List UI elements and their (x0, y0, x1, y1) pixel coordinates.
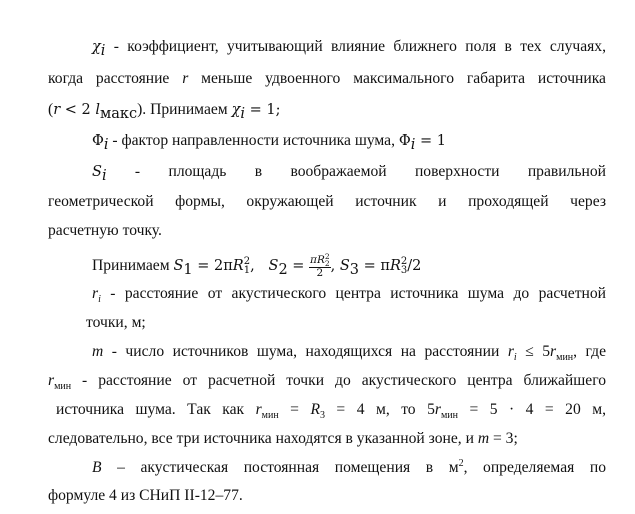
ri-subscript: i (98, 294, 101, 306)
chi-text-b: когда расстояние (48, 70, 183, 87)
paren-open: ( (48, 101, 54, 118)
rmin-subscript-4: мин (440, 410, 458, 422)
s1-subscript: 1 (183, 262, 193, 279)
r-symbol: r (182, 70, 189, 87)
ri-definition-line-1 (92, 284, 606, 304)
phi-equals: = 1 (415, 133, 447, 149)
rmin-subscript: мин (556, 352, 574, 364)
s3-tail: /2 (407, 258, 422, 274)
phi-text: - фактор направленности источника шума, (108, 132, 399, 149)
rmin-symbol-2: r (48, 372, 55, 389)
formula-label: Принимаем (92, 257, 174, 274)
b-definition-line-2 (48, 486, 243, 506)
fraction-numerator (309, 253, 331, 268)
r3-sup: 2 (400, 256, 408, 268)
phi-subscript: i (103, 137, 109, 154)
R3-subscript: 3 (319, 410, 325, 422)
phi-symbol: Φ (92, 133, 104, 149)
b-symbol: B (92, 459, 102, 476)
frac-sup: 2 (324, 252, 330, 262)
chi-subscript: i (100, 43, 106, 60)
l-subscript: макс (99, 106, 138, 123)
chi-symbol: χ (92, 39, 101, 55)
s-text-b: геометрической формы, окружающей источник и проходящей через (48, 193, 606, 210)
separator-2: , (330, 258, 340, 274)
b-text-c: формуле 4 из СНиП II-12–77. (48, 487, 243, 504)
separator-1: , (250, 258, 269, 274)
eq-c: = 5 · 4 = 20 м, (457, 401, 606, 418)
s-text-c: расчетную точку. (48, 222, 162, 239)
chi-symbol-2: χ (231, 102, 241, 118)
ri-subscript-2: i (513, 352, 517, 364)
eq-a: = (278, 401, 311, 418)
m-symbol: m (92, 343, 104, 360)
s-symbol: S (92, 164, 102, 180)
s-subscript: i (101, 168, 107, 185)
s1-symbol: S (173, 258, 184, 274)
m-symbol-2: m (477, 430, 490, 447)
m-text-d: источника шума. Так как (56, 401, 256, 418)
ri-text-b: точки, м; (86, 314, 146, 331)
s3-subscript: 3 (349, 262, 360, 279)
phi-symbol-2: Φ (398, 133, 411, 149)
r1-symbol: R (232, 258, 244, 274)
rmin-subscript-2: мин (54, 381, 72, 393)
ri-text-a: - расстояние от акустического центра источника шума до расчетной (100, 285, 606, 302)
chi-equals: = 1; (245, 102, 281, 118)
s3-symbol: S (339, 258, 350, 274)
rmin-subscript-3: мин (261, 410, 279, 422)
m-definition-line-1 (92, 342, 606, 362)
r1-sub: 1 (243, 265, 251, 277)
rmin-symbol-4: r (434, 401, 441, 418)
m-definition-line-3 (56, 400, 606, 420)
s2-fraction (309, 253, 331, 279)
R3-symbol: R (310, 401, 320, 418)
area-formulas-line (92, 253, 421, 279)
ri-symbol: r (92, 285, 99, 302)
ri-symbol-2: r (507, 343, 514, 360)
b-text-b: , определяемая по (463, 459, 606, 476)
m-definition-line-4 (48, 429, 518, 449)
r3-sub: 3 (400, 265, 408, 277)
s2-equals: = (287, 258, 310, 274)
chi-text-c: меньше удвоенного максимального габарита источника (188, 70, 606, 87)
rmin-symbol-3: r (255, 401, 262, 418)
leq-sign: ≤ 5 (516, 343, 551, 360)
frac-sub: 2 (324, 259, 330, 269)
phi-subscript-2: i (410, 137, 416, 154)
s2-symbol: S (268, 258, 279, 274)
s2-subscript: 2 (278, 262, 288, 279)
r3-symbol: R (389, 258, 401, 274)
s-definition-line-2 (48, 192, 606, 212)
frac-num-text: πR (310, 254, 325, 267)
m-text-e: следовательно, все три источника находятся в указанной зоне, и (48, 430, 478, 447)
eq-d: = 3; (489, 430, 518, 447)
chi-definition-line-3 (48, 100, 281, 123)
less-than: < 2 (60, 102, 96, 118)
phi-definition-line (92, 131, 447, 154)
eq-b: = 4 м, то 5 (324, 401, 435, 418)
chi-text-a: - коэффициент, учитывающий влияние ближнего поля в тех случаях, (105, 38, 606, 55)
b-text-a: – акустическая постоянная помещения в м (101, 459, 459, 476)
chi-definition-line-2 (48, 69, 606, 89)
rmin-symbol: r (550, 343, 557, 360)
m-text-a: - число источников шума, находящихся на расстоянии (103, 343, 508, 360)
s1-equals: = 2π (192, 258, 233, 274)
s-definition-line-3 (48, 221, 162, 241)
fraction-denominator: 2 (316, 267, 324, 280)
frac-indices (325, 253, 330, 267)
chi-subscript-2: i (240, 106, 245, 123)
s3-equals: = π (359, 258, 390, 274)
b-definition-line-1 (92, 458, 606, 478)
chi-text-d: ). Принимаем (137, 101, 232, 118)
s-definition-line-1 (92, 162, 606, 185)
m-text-c: - расстояние от расчетной точки до акустического центра ближайшего (71, 372, 606, 389)
b-superscript: 2 (458, 457, 464, 469)
ri-definition-line-2 (86, 313, 146, 333)
m-text-b: , где (573, 343, 606, 360)
l-symbol: l (95, 102, 100, 118)
m-definition-line-2 (48, 371, 606, 391)
r1-sup: 2 (243, 256, 251, 268)
r-symbol-2: r (53, 102, 61, 118)
chi-definition-line-1 (92, 37, 606, 60)
s-text-a: - площадь в воображаемой поверхности правильной (106, 163, 606, 180)
